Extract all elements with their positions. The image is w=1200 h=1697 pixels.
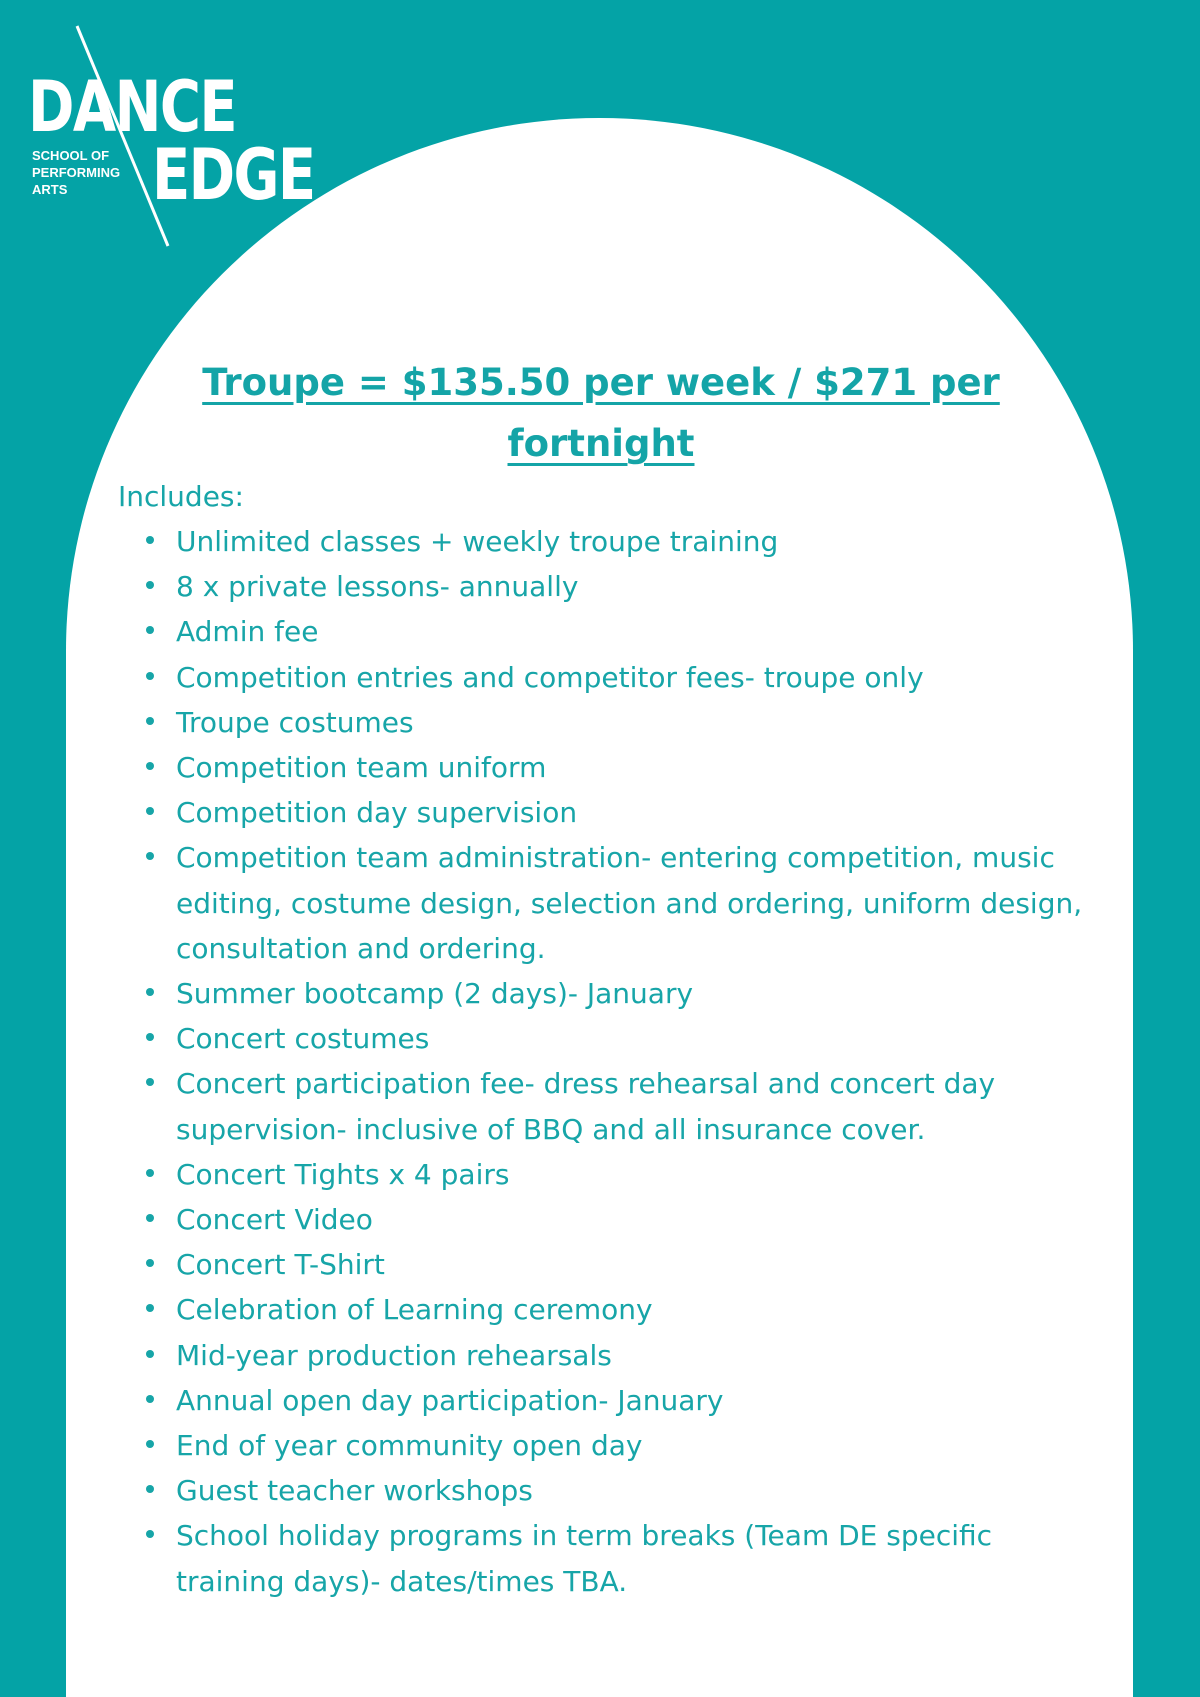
list-item	[118, 1513, 1084, 1603]
list-item	[118, 609, 1084, 654]
bullet-icon	[146, 1078, 154, 1086]
list-item	[118, 1152, 1084, 1197]
list-item	[118, 1468, 1084, 1513]
bullet-icon	[146, 1304, 154, 1312]
bullet-icon	[146, 1350, 154, 1358]
list-item-text: Mid-year production rehearsals	[176, 1338, 612, 1372]
bullet-icon	[146, 807, 154, 815]
bullet-icon	[146, 581, 154, 589]
list-item-text: End of year community open day	[176, 1429, 643, 1463]
dance-edge-logo	[28, 24, 315, 254]
list-item	[118, 1197, 1084, 1242]
logo-word-dance: DANCE	[28, 66, 237, 148]
list-item	[118, 1423, 1084, 1468]
list-item-text: Concert T-Shirt	[176, 1248, 385, 1282]
list-item-text: Summer bootcamp (2 days)- January	[176, 977, 694, 1011]
list-item-text: Annual open day participation- January	[176, 1383, 724, 1417]
bullet-icon	[146, 852, 154, 860]
bullet-icon	[146, 1440, 154, 1448]
list-item	[118, 745, 1084, 790]
bullet-icon	[146, 1395, 154, 1403]
list-item	[118, 1061, 1084, 1151]
list-item	[118, 835, 1084, 971]
list-item	[118, 564, 1084, 609]
bullet-icon	[146, 988, 154, 996]
list-item	[118, 1016, 1084, 1061]
inclusions-list	[118, 519, 1084, 1604]
list-item-text: Unlimited classes + weekly troupe training	[176, 525, 779, 558]
list-item	[118, 1242, 1084, 1287]
logo-word-edge: EDGE	[152, 134, 315, 216]
bullet-icon	[146, 1214, 154, 1222]
list-item	[118, 971, 1084, 1016]
list-item-text: School holiday programs in term breaks (Team DE specific training days)- dates/times TBA.	[176, 1519, 993, 1598]
bullet-icon	[146, 1033, 154, 1041]
list-item	[118, 1378, 1084, 1423]
list-item-text: Admin fee	[176, 615, 319, 649]
bullet-icon	[146, 1485, 154, 1493]
logo-subtitle-line-3: ARTS	[32, 182, 68, 197]
list-item-text: Competition team administration- entering competition, music editing, costume design, selection and ordering, uniform design, consultation and ordering.	[176, 841, 1083, 965]
bullet-icon	[146, 1169, 154, 1177]
bullet-icon	[146, 536, 154, 544]
list-item-text: Troupe costumes	[176, 705, 414, 739]
bullet-icon	[146, 1530, 154, 1538]
list-item-text: 8 x private lessons- annually	[176, 570, 579, 604]
logo-subtitle-line-1: SCHOOL OF	[32, 148, 110, 163]
list-item-text: Competition entries and competitor fees- troupe only	[176, 660, 924, 694]
bullet-icon	[146, 626, 154, 634]
includes-label: Includes:	[118, 480, 244, 513]
price-title: Troupe = $135.50 per week / $271 per fortnight	[202, 361, 1000, 465]
list-item-text: Guest teacher workshops	[176, 1474, 533, 1508]
list-item-text: Concert costumes	[176, 1022, 430, 1056]
list-item-text: Competition team uniform	[176, 751, 547, 785]
list-item-text: Concert Tights x 4 pairs	[176, 1157, 510, 1191]
bullet-icon	[146, 1259, 154, 1267]
list-item-text: Concert Video	[176, 1203, 373, 1237]
list-item	[118, 655, 1084, 700]
list-item	[118, 790, 1084, 835]
list-item	[118, 700, 1084, 745]
bullet-icon	[146, 762, 154, 770]
pricing-content	[118, 352, 1084, 1604]
list-item	[118, 1333, 1084, 1378]
bullet-icon	[146, 672, 154, 680]
list-item	[118, 1287, 1084, 1332]
list-item-text: Celebration of Learning ceremony	[176, 1293, 653, 1327]
logo-subtitle-line-2: PERFORMING	[32, 165, 121, 180]
list-item	[118, 519, 1084, 564]
list-item-text: Concert participation fee- dress rehearsal and concert day supervision- inclusive of BBQ and all insurance cover.	[176, 1067, 996, 1146]
list-item-text: Competition day supervision	[176, 796, 578, 830]
bullet-icon	[146, 717, 154, 725]
